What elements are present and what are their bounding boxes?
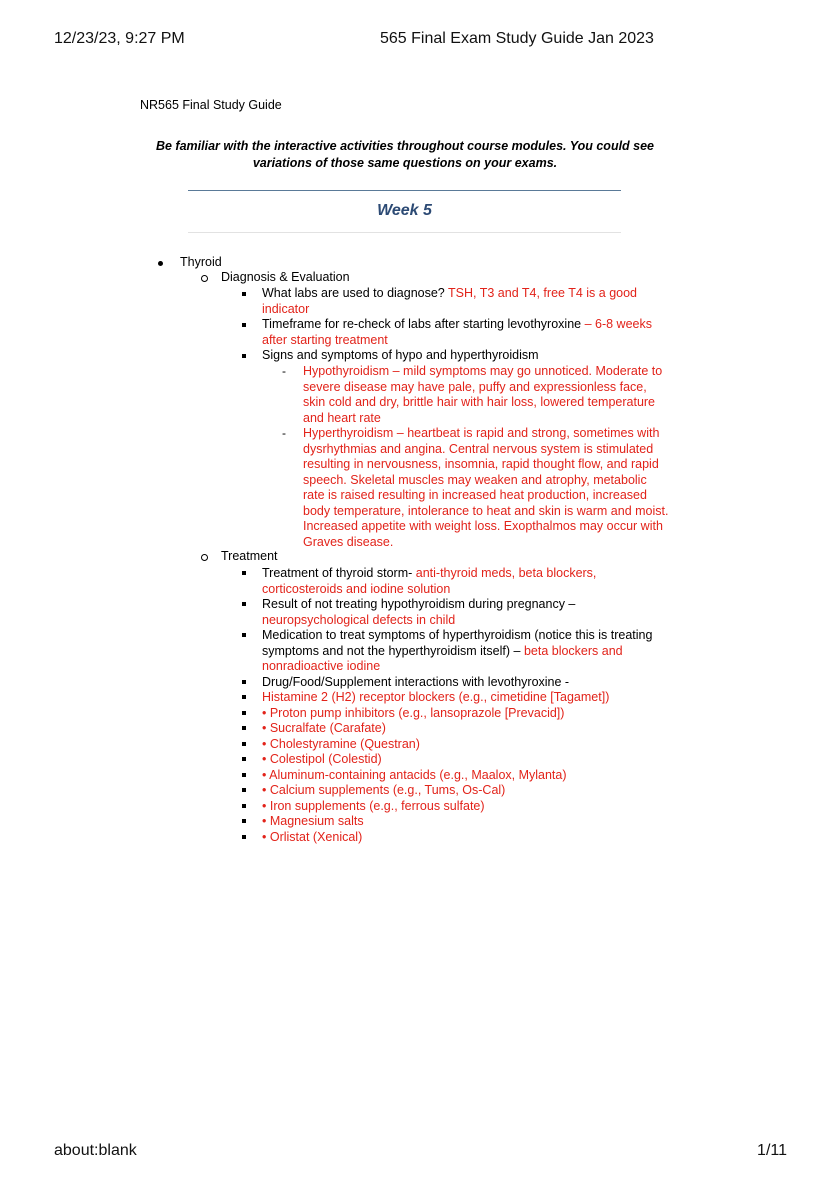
- interaction-item: • Magnesium salts: [262, 814, 364, 828]
- hyper-line: Hyperthyroidism – heartbeat is rapid and strong, sometimes with: [303, 426, 660, 440]
- recheck-answer-line-2: after starting treatment: [262, 332, 388, 347]
- item-labs: [262, 286, 662, 317]
- pregnancy-answer: neuropsychological defects in child: [262, 612, 456, 627]
- interaction-item: • Orlistat (Xenical): [262, 830, 363, 844]
- hyper-line: speech. Skeletal muscles may weaken and atrophy, metabolic: [303, 472, 647, 487]
- print-footer-url: about:blank: [54, 1142, 137, 1159]
- section-treatment-title: Treatment: [221, 549, 278, 563]
- item-interactions: Drug/Food/Supplement interactions with levothyroxine -: [262, 675, 570, 689]
- bullet-square-icon: [242, 773, 246, 777]
- storm-answer-line-1: anti-thyroid meds, beta blockers,: [415, 566, 597, 580]
- document-label: NR565 Final Study Guide: [140, 98, 282, 112]
- heading-rule-bottom: [188, 232, 621, 233]
- topic-thyroid: Thyroid: [180, 255, 222, 269]
- hyper-line: dysrhythmias and angina. Central nervous system is stimulated: [303, 441, 654, 456]
- interaction-item: • Cholestyramine (Questran): [262, 737, 420, 751]
- print-footer-page-number: 1/11: [757, 1142, 787, 1159]
- bullet-square-icon: [242, 323, 246, 327]
- hypothyroidism-text: [303, 364, 683, 426]
- bullet-square-icon: [242, 292, 246, 296]
- print-header-datetime: 12/23/23, 9:27 PM: [54, 30, 185, 47]
- bullet-square-icon: [242, 819, 246, 823]
- hyper-line: resulting in nervousness, insomnia, rapid thought flow, and rapid: [303, 457, 659, 471]
- item-thyroid-storm: [262, 566, 662, 597]
- bullet-square-icon: [242, 354, 246, 358]
- bullet-square-icon: [242, 757, 246, 761]
- hypo-line: skin cold and dry, brittle hair with hair loss, lowered temperature: [303, 395, 656, 409]
- hyper-line: Increased appetite with weight loss. Exopthalmos may occur with: [303, 519, 663, 533]
- hyper-line: rate is raised resulting in increased heat production, increased: [303, 488, 647, 502]
- recheck-answer-line-1: – 6-8 weeks: [584, 317, 652, 331]
- pregnancy-question: Result of not treating hypothyroidism during pregnancy –: [262, 597, 576, 611]
- medication-answer-line-2: nonradioactive iodine: [262, 659, 381, 673]
- bullet-square-icon: [242, 602, 246, 606]
- bullet-square-icon: [242, 742, 246, 746]
- bullet-circle-icon: [201, 275, 208, 282]
- bullet-square-icon: [242, 633, 246, 637]
- bullet-square-icon: [242, 804, 246, 808]
- bullet-square-icon: [242, 726, 246, 730]
- interaction-item: Histamine 2 (H2) receptor blockers (e.g., cimetidine [Tagamet]): [262, 690, 610, 704]
- section-diagnosis-title: Diagnosis & Evaluation: [221, 270, 350, 284]
- hyper-line: Graves disease.: [303, 534, 394, 549]
- intro-note: Be familiar with the interactive activities throughout course modules. You could see variations of those same questions on your exams.: [155, 139, 655, 170]
- interaction-item: • Aluminum-containing antacids (e.g., Maalox, Mylanta): [262, 768, 567, 782]
- item-recheck: [262, 317, 682, 348]
- interaction-item: • Proton pump inhibitors (e.g., lansoprazole [Prevacid]): [262, 706, 565, 720]
- bullet-dot-icon: [158, 261, 163, 266]
- bullet-square-icon: [242, 695, 246, 699]
- labs-answer-line-2: indicator: [262, 301, 310, 316]
- medication-question-line-2: symptoms and not the hyperthyroidism itself) –: [262, 643, 521, 658]
- bullet-circle-icon: [201, 554, 208, 561]
- hyperthyroidism-text: [303, 426, 683, 550]
- labs-answer-line-1: TSH, T3 and T4, free T4 is a good: [448, 286, 638, 300]
- heading-rule-top: [188, 190, 621, 191]
- interaction-item: • Iron supplements (e.g., ferrous sulfate): [262, 799, 485, 813]
- print-header-title: 565 Final Exam Study Guide Jan 2023: [380, 30, 654, 47]
- hyper-line: body temperature, intolerance to heat and skin is warm and moist.: [303, 503, 669, 518]
- recheck-question: Timeframe for re-check of labs after starting levothyroxine: [262, 317, 582, 331]
- storm-answer-line-2: corticosteroids and iodine solution: [262, 581, 451, 596]
- item-signs: Signs and symptoms of hypo and hyperthyroidism: [262, 348, 539, 362]
- interaction-item: • Calcium supplements (e.g., Tums, Os-Cal): [262, 783, 506, 797]
- medication-answer-line-1: beta blockers and: [523, 643, 623, 658]
- labs-question: What labs are used to diagnose?: [262, 286, 445, 300]
- dash-bullet-icon: -: [282, 426, 286, 440]
- week-heading: Week 5: [377, 202, 432, 219]
- item-pregnancy: [262, 597, 662, 628]
- bullet-square-icon: [242, 835, 246, 839]
- bullet-square-icon: [242, 788, 246, 792]
- hypo-line: severe disease may have pale, puffy and expressionless face,: [303, 379, 647, 394]
- dash-bullet-icon: -: [282, 364, 286, 378]
- bullet-square-icon: [242, 680, 246, 684]
- bullet-square-icon: [242, 571, 246, 575]
- interaction-item: • Sucralfate (Carafate): [262, 721, 386, 735]
- medication-question-line-1: Medication to treat symptoms of hyperthyroidism (notice this is treating: [262, 628, 653, 642]
- bullet-square-icon: [242, 711, 246, 715]
- hypo-line: and heart rate: [303, 410, 381, 425]
- hypo-line: Hypothyroidism – mild symptoms may go unnoticed. Moderate to: [303, 364, 663, 378]
- item-hyperthyroid-medication: [262, 628, 682, 675]
- interaction-item: • Colestipol (Colestid): [262, 752, 382, 766]
- storm-question: Treatment of thyroid storm-: [262, 566, 413, 580]
